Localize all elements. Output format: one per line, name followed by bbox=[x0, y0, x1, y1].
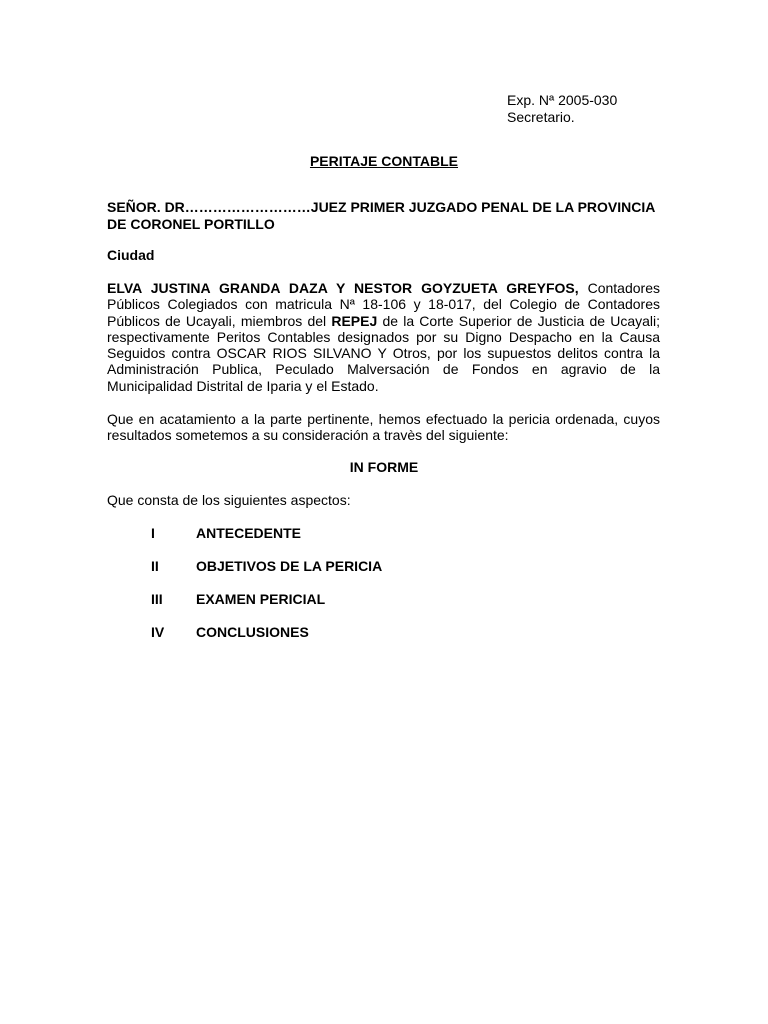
introduction-paragraph bbox=[107, 280, 660, 394]
expert-names: ELVA JUSTINA GRANDA DAZA Y NESTOR GOYZUETA GREYFOS, bbox=[107, 280, 579, 296]
section-item bbox=[151, 525, 301, 542]
document-title: PERITAJE CONTABLE bbox=[309, 153, 459, 169]
city-label: Ciudad bbox=[107, 247, 155, 263]
section-number: I bbox=[151, 525, 155, 541]
section-item bbox=[151, 591, 325, 608]
compliance-paragraph: Que en acatamiento a la parte pertinente, hemos efectuado la pericia ordenada, cuyos resultados sometemos a su consideración a travès del siguiente: bbox=[107, 411, 660, 444]
section-item bbox=[151, 624, 309, 641]
section-number: III bbox=[151, 591, 163, 607]
paragraph-text-a: Contadores Públicos Colegiados con matricula Nª 18-106 y 18-017, del Colegio de Contadores Públicos de Ucayali, miembros del bbox=[107, 280, 660, 329]
report-heading: IN FORME bbox=[349, 459, 419, 475]
aspects-intro: Que consta de los siguientes aspectos: bbox=[107, 492, 351, 508]
case-reference bbox=[507, 92, 617, 126]
repej-label: REPEJ bbox=[331, 312, 378, 329]
secretary-label: Secretario. bbox=[507, 109, 575, 125]
addressee: SEÑOR. DR………………………JUEZ PRIMER JUZGADO PENAL DE LA PROVINCIA DE CORONEL PORTILLO bbox=[107, 199, 655, 232]
section-label: OBJETIVOS DE LA PERICIA bbox=[196, 558, 383, 574]
case-number: Exp. Nª 2005-030 bbox=[507, 92, 618, 108]
section-label: ANTECEDENTE bbox=[196, 525, 302, 541]
section-number: IV bbox=[151, 624, 165, 640]
section-label: CONCLUSIONES bbox=[196, 624, 309, 640]
section-item bbox=[151, 558, 382, 575]
section-label: EXAMEN PERICIAL bbox=[196, 591, 326, 607]
paragraph-text-b: de la Corte Superior de Justicia de Ucayali; respectivamente Peritos Contables designados por su Digno Despacho en la Causa Seguidos contra OSCAR RIOS SILVANO Y Otros, por los supuestos delitos contra la Administración Publica, Peculado Malversación de Fondos en agravio de la Municipalidad Distrital de Iparia y el Estado. bbox=[107, 312, 661, 394]
section-number: II bbox=[151, 558, 159, 574]
